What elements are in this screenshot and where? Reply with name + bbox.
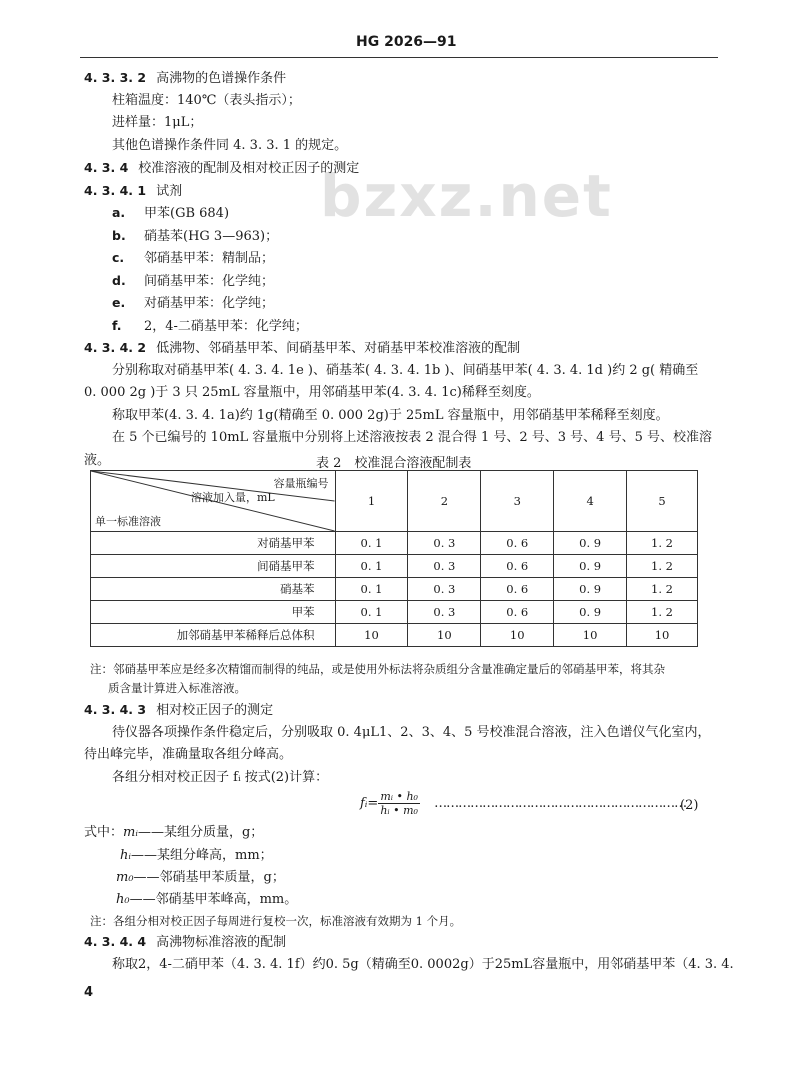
table-cell: 0. 1 <box>335 601 408 624</box>
list-item <box>112 203 229 224</box>
paragraph-line: 进样量：1μL； <box>112 115 203 130</box>
table-cell: 10 <box>408 624 481 647</box>
row-label: 对硝基甲苯 <box>91 532 336 555</box>
table-cell: 1. 2 <box>627 601 698 624</box>
paragraph-line: 在 5 个已编号的 10mL 容量瓶中分别将上述溶液按表 2 混合得 1 号、2 号、3 号、4 号、5 号、校准溶 <box>112 430 712 445</box>
list-marker: b. <box>112 228 126 243</box>
clause-title: 相对校正因子的测定 <box>156 703 274 718</box>
table-cell: 0. 6 <box>481 532 554 555</box>
clause-title: 高沸物标准溶液的配制 <box>156 935 287 950</box>
list-item <box>112 271 274 292</box>
clause-number: 4. 3. 4. 3 <box>84 702 147 717</box>
table-row <box>91 601 698 624</box>
table-cell: 0. 9 <box>554 578 627 601</box>
table-cell: 0. 9 <box>554 555 627 578</box>
list-item-text: 甲苯(GB 684) <box>144 206 230 221</box>
symbol-description: ——邻硝基甲苯峰高，mm。 <box>129 892 298 907</box>
list-item <box>112 248 274 269</box>
formula-denominator: hᵢ • m₀ <box>380 804 418 817</box>
clause-heading <box>84 932 286 953</box>
clause-title: 校准溶液的配制及相对校正因子的测定 <box>138 161 360 176</box>
list-item-text: 2，4-二硝基甲苯：化学纯； <box>144 319 308 334</box>
table-cell: 10 <box>335 624 408 647</box>
table-header-row <box>91 471 698 532</box>
list-marker: f. <box>112 318 122 333</box>
table-cell: 0. 6 <box>481 578 554 601</box>
header-standard-label: 单一标准溶液 <box>95 515 161 528</box>
clause-number: 4. 3. 4 <box>84 160 129 175</box>
table-cell: 10 <box>481 624 554 647</box>
table-cell: 10 <box>627 624 698 647</box>
standard-code-header: HG 2026—91 <box>356 34 457 50</box>
table-note: 质含量计算进入标准溶液。 <box>108 681 246 695</box>
list-item-text: 邻硝基甲苯：精制品； <box>144 251 275 266</box>
where-clause <box>84 823 263 843</box>
table-cell: 0. 3 <box>408 555 481 578</box>
table-cell: 1. 2 <box>627 532 698 555</box>
clause-number: 4. 3. 4. 4 <box>84 934 147 949</box>
formula-fraction <box>378 790 420 817</box>
header-rule <box>80 57 718 58</box>
symbol-description: ——邻硝基甲苯质量，g； <box>133 870 285 885</box>
diagonal-header-cell <box>91 471 336 532</box>
clause-heading <box>84 338 520 359</box>
list-item-text: 间硝基甲苯：化学纯； <box>144 274 275 289</box>
clause-title: 试剂 <box>156 184 183 199</box>
list-marker: d. <box>112 273 126 288</box>
paragraph-line: 液。 <box>84 453 111 468</box>
list-marker: c. <box>112 250 125 265</box>
formula-lhs: fᵢ= <box>360 796 379 811</box>
table-cell: 0. 9 <box>554 532 627 555</box>
row-label: 甲苯 <box>91 601 336 624</box>
list-item <box>112 293 274 314</box>
row-label: 间硝基甲苯 <box>91 555 336 578</box>
list-item-text: 硝基苯(HG 3—963)； <box>144 229 279 244</box>
table-cell: 0. 1 <box>335 555 408 578</box>
calibration-mix-table <box>90 470 698 647</box>
row-label: 加邻硝基甲苯稀释后总体积 <box>91 624 336 647</box>
table-cell: 0. 6 <box>481 601 554 624</box>
clause-heading <box>84 68 286 89</box>
table-row <box>91 532 698 555</box>
table-cell: 0. 3 <box>408 532 481 555</box>
paragraph-line: 0. 000 2g )于 3 只 25mL 容量瓶中，用邻硝基甲苯(4. 3. 4. 1c)稀释至刻度。 <box>84 385 540 400</box>
column-header: 5 <box>627 471 698 532</box>
paragraph-line: 称取2，4-二硝甲苯（4. 3. 4. 1f）约0. 5g（精确至0. 0002g）于25mL容量瓶中，用邻硝基甲苯（4. 3. 4. <box>112 957 734 972</box>
symbol-description: ——某组分峰高，mm； <box>131 848 273 863</box>
formula <box>360 790 686 817</box>
clause-title: 低沸物、邻硝基甲苯、间硝基甲苯、对硝基甲苯校准溶液的配制 <box>156 341 521 356</box>
formula-tag: (2) <box>680 798 699 813</box>
paragraph-line: 待出峰完毕，准确量取各组分峰高。 <box>84 747 293 762</box>
where-clause <box>116 890 297 910</box>
table-cell: 1. 2 <box>627 578 698 601</box>
formula-leader-dots: ……………………………………………………… <box>434 796 687 811</box>
table-cell: 0. 6 <box>481 555 554 578</box>
table-row <box>91 578 698 601</box>
column-header: 2 <box>408 471 481 532</box>
header-flask-number-label: 容量瓶编号 <box>273 477 329 490</box>
symbol: mᵢ <box>123 825 138 840</box>
clause-number: 4. 3. 3. 2 <box>84 70 147 85</box>
table-cell: 0. 3 <box>408 601 481 624</box>
header-volume-label: 溶液加入量，mL <box>191 491 275 504</box>
symbol: m₀ <box>116 870 134 885</box>
symbol: h₀ <box>116 892 130 907</box>
column-header: 4 <box>554 471 627 532</box>
paragraph-line: 分别称取对硝基甲苯( 4. 3. 4. 1e )、硝基苯( 4. 3. 4. 1b )、间硝基甲苯( 4. 3. 4. 1d )约 2 g( 精确至 <box>112 363 699 378</box>
table-cell: 0. 3 <box>408 578 481 601</box>
table-note: 注：邻硝基甲苯应是经多次精馏而制得的纯品，或是使用外标法将杂质组分含量准确定量后的邻硝基甲苯，将其杂 <box>90 662 665 676</box>
clause-heading <box>84 158 359 179</box>
list-item-text: 对硝基甲苯：化学纯； <box>144 296 275 311</box>
table-cell: 1. 2 <box>627 555 698 578</box>
formula-numerator: mᵢ • h₀ <box>380 790 418 803</box>
table-row <box>91 624 698 647</box>
where-clause <box>116 868 285 888</box>
watermark: bzxz.net <box>320 162 613 230</box>
where-clause <box>120 846 273 866</box>
paragraph-line: 其他色谱操作条件同 4. 3. 3. 1 的规定。 <box>112 138 348 153</box>
where-lead: 式中： <box>84 825 124 840</box>
formula-note: 注：各组分相对校正因子每周进行复校一次，标准溶液有效期为 1 个月。 <box>90 914 462 928</box>
paragraph-line: 待仪器各项操作条件稳定后，分别吸取 0. 4μL1、2、3、4、5 号校准混合溶液，注入色谱仪气化室内， <box>112 725 711 740</box>
page-number: 4 <box>84 985 94 1000</box>
list-item <box>112 316 308 337</box>
row-label: 硝基苯 <box>91 578 336 601</box>
table-cell: 10 <box>554 624 627 647</box>
paragraph-line: 称取甲苯(4. 3. 4. 1a)约 1g(精确至 0. 000 2g)于 25mL 容量瓶中，用邻硝基甲苯稀释至刻度。 <box>112 408 669 423</box>
symbol: hᵢ <box>120 848 131 863</box>
clause-heading <box>84 700 273 721</box>
clause-number: 4. 3. 4. 2 <box>84 340 147 355</box>
list-marker: e. <box>112 295 126 310</box>
list-marker: a. <box>112 205 126 220</box>
clause-number: 4. 3. 4. 1 <box>84 183 147 198</box>
table-title: 表 2 校准混合溶液配制表 <box>316 456 472 471</box>
list-item <box>112 226 278 247</box>
paragraph-line: 各组分相对校正因子 fᵢ 按式(2)计算： <box>112 770 329 785</box>
table-cell: 0. 1 <box>335 532 408 555</box>
clause-heading <box>84 181 182 202</box>
clause-title: 高沸物的色谱操作条件 <box>156 71 287 86</box>
column-header: 3 <box>481 471 554 532</box>
symbol-description: ——某组分质量，g； <box>137 825 264 840</box>
paragraph-line: 柱箱温度：140℃（表头指示）； <box>112 93 301 108</box>
table-cell: 0. 1 <box>335 578 408 601</box>
table-row <box>91 555 698 578</box>
column-header: 1 <box>335 471 408 532</box>
table-cell: 0. 9 <box>554 601 627 624</box>
